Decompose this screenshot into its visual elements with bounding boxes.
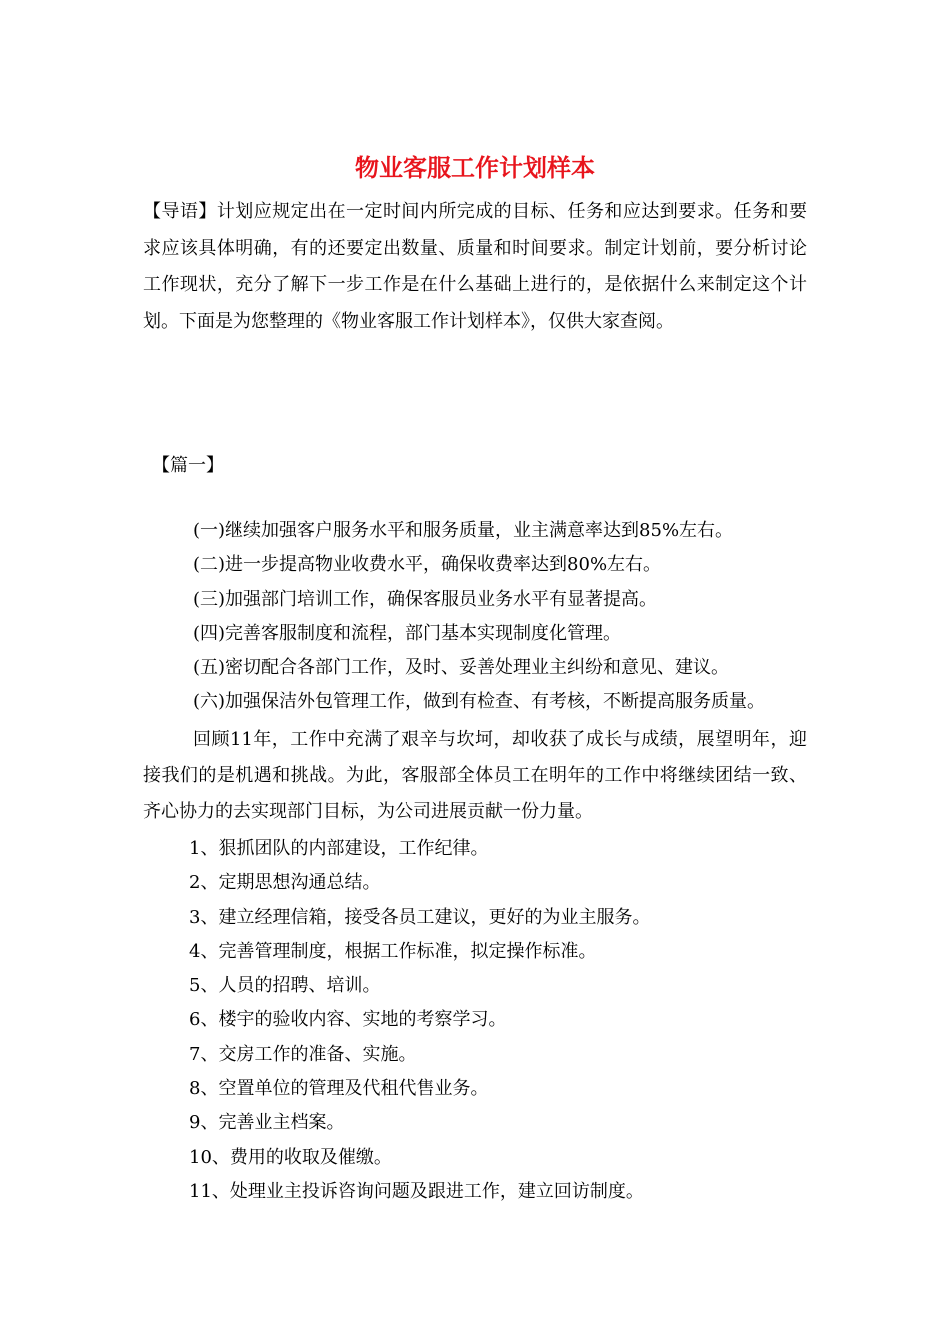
task-item: 9、完善业主档案。 bbox=[189, 1112, 345, 1134]
document-title: 物业客服工作计划样本 bbox=[355, 153, 595, 182]
task-item: 11、处理业主投诉咨询问题及跟进工作，建立回访制度。 bbox=[189, 1180, 644, 1202]
task-item: 2、定期思想沟通总结。 bbox=[189, 872, 381, 894]
intro-paragraph: 【导语】计划应规定出在一定时间内所完成的目标、任务和应达到要求。任务和要求应该具体明确，有的还要定出数量、质量和时间要求。制定计划前，要分析讨论工作现状，充分了解下一步工作是在什么基础上进行的，是依据什么来制定这个计划。下面是为您整理的《物业客服工作计划样本》，仅供大家查阅。 bbox=[143, 201, 807, 332]
goal-item: (一)继续加强客户服务水平和服务质量，业主满意率达到85%左右。 bbox=[193, 520, 734, 541]
task-item: 10、费用的收取及催缴。 bbox=[189, 1146, 392, 1168]
goal-item: (五)密切配合各部门工作，及时、妥善处理业主纠纷和意见、建议。 bbox=[193, 657, 730, 679]
task-item: 5、人员的招聘、培训。 bbox=[189, 975, 381, 997]
task-item: 7、交房工作的准备、实施。 bbox=[189, 1043, 417, 1065]
goal-item: (四)完善客服制度和流程，部门基本实现制度化管理。 bbox=[193, 622, 622, 644]
tasks-list bbox=[143, 832, 807, 1209]
goal-item: (二)进一步提高物业收费水平，确保收费率达到80%左右。 bbox=[193, 554, 662, 576]
section-heading: 【篇一】 bbox=[152, 455, 224, 476]
goals-list bbox=[143, 514, 807, 720]
goal-item: (六)加强保洁外包管理工作，做到有检查、有考核，不断提高服务质量。 bbox=[193, 691, 766, 713]
task-item: 1、狠抓团队的内部建设，工作纪律。 bbox=[189, 838, 489, 859]
task-item: 3、建立经理信箱，接受各员工建议，更好的为业主服务。 bbox=[189, 906, 651, 928]
goal-item: (三)加强部门培训工作，确保客服员业务水平有显著提高。 bbox=[193, 588, 658, 610]
task-item: 4、完善管理制度，根据工作标准，拟定操作标准。 bbox=[189, 940, 597, 962]
review-paragraph: 回顾11年，工作中充满了艰辛与坎坷，却收获了成长与成绩，展望明年，迎接我们的是机遇和挑战。为此，客服部全体员工在明年的工作中将继续团结一致、齐心协力的去实现部门目标，为公司进展贡献一份力量。 bbox=[143, 729, 807, 822]
task-item: 6、楼宇的验收内容、实地的考察学习。 bbox=[189, 1009, 507, 1031]
task-item: 8、空置单位的管理及代租代售业务。 bbox=[189, 1078, 489, 1100]
